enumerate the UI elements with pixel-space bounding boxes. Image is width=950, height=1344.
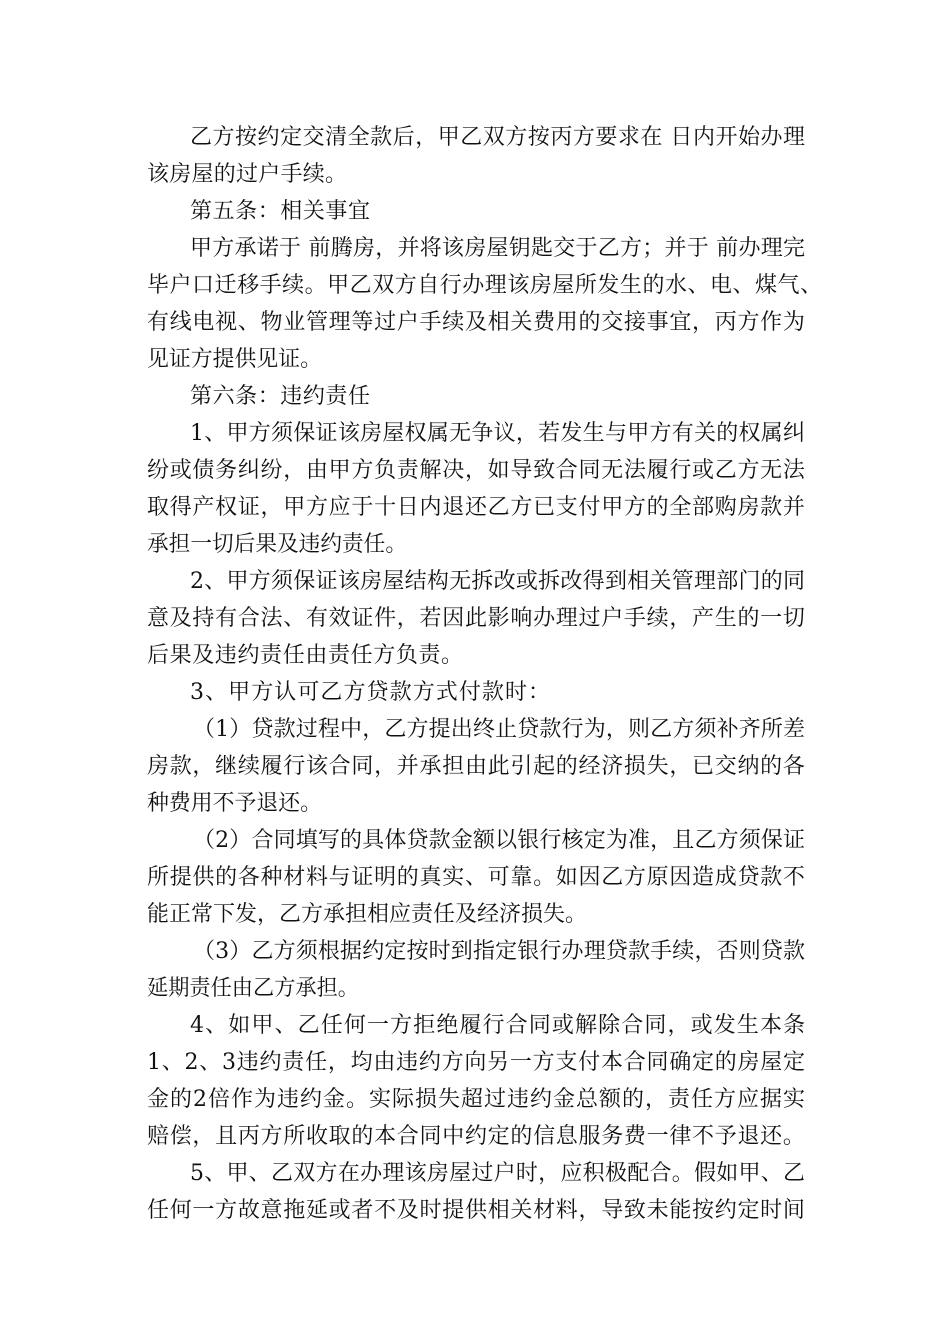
text-line: 乙方按约定交清全款后，甲乙双方按丙方要求在 日内开始办理 — [190, 125, 806, 150]
text-line: 房款，继续履行该合同，并承担由此引起的经济损失，已交纳的各 — [147, 754, 806, 779]
text-line: 5、甲、乙双方在办理该房屋过户时，应积极配合。假如甲、乙 — [190, 1161, 806, 1186]
text-line: 取得产权证，甲方应于十日内退还乙方已支付甲方的全部购房款并 — [147, 495, 806, 520]
section-heading: 第六条：违约责任 — [190, 384, 371, 409]
text-line: 意及持有合法、有效证件，若因此影响办理过户手续，产生的一切 — [147, 606, 806, 631]
text-line: 1、2、3违约责任，均由违约方向另一方支付本合同确定的房屋定 — [147, 1050, 806, 1075]
text-line: 延期责任由乙方承担。 — [147, 976, 360, 1001]
text-line: 种费用不予退还。 — [147, 791, 323, 816]
text-line: 毕户口迁移手续。甲乙双方自行办理该房屋所发生的水、电、煤气、 — [147, 273, 823, 298]
text-line: 4、如甲、乙任何一方拒绝履行合同或解除合同，或发生本条 — [190, 1013, 807, 1038]
text-line: （1）贷款过程中，乙方提出终止贷款行为，则乙方须补齐所差 — [193, 717, 806, 742]
text-line: 3、甲方认可乙方贷款方式付款时： — [190, 680, 552, 705]
text-line: （2）合同填写的具体贷款金额以银行核定为准，且乙方须保证 — [193, 828, 806, 853]
text-line: 后果及违约责任由责任方负责。 — [147, 643, 464, 668]
text-line: 有线电视、物业管理等过户手续及相关费用的交接事宜，丙方作为 — [147, 310, 806, 335]
text-line: 承担一切后果及违约责任。 — [147, 532, 408, 557]
text-line: 所提供的各种材料与证明的真实、可靠。如因乙方原因造成贷款不 — [147, 865, 806, 890]
text-line: 该房屋的过户手续。 — [147, 162, 348, 187]
text-line: （3）乙方须根据约定按时到指定银行办理贷款手续，否则贷款 — [193, 939, 806, 964]
text-line: 1、甲方须保证该房屋权属无争议，若发生与甲方有关的权属纠 — [190, 421, 806, 446]
text-line: 任何一方故意拖延或者不及时提供相关材料，导致未能按约定时间 — [147, 1198, 806, 1223]
text-line: 金的2倍作为违约金。实际损失超过违约金总额的，责任方应据实 — [147, 1087, 806, 1112]
text-line: 见证方提供见证。 — [147, 347, 323, 372]
section-heading: 第五条：相关事宜 — [190, 199, 371, 224]
text-line: 能正常下发，乙方承担相应责任及经济损失。 — [147, 902, 588, 927]
text-line: 纷或债务纠纷，由甲方负责解决，如导致合同无法履行或乙方无法 — [147, 458, 806, 483]
text-line: 甲方承诺于 前腾房，并将该房屋钥匙交于乙方；并于 前办理完 — [190, 236, 806, 261]
text-line: 赔偿，且丙方所收取的本合同中约定的信息服务费一律不予退还。 — [147, 1124, 806, 1149]
text-line: 2、甲方须保证该房屋结构无拆改或拆改得到相关管理部门的同 — [190, 569, 806, 594]
